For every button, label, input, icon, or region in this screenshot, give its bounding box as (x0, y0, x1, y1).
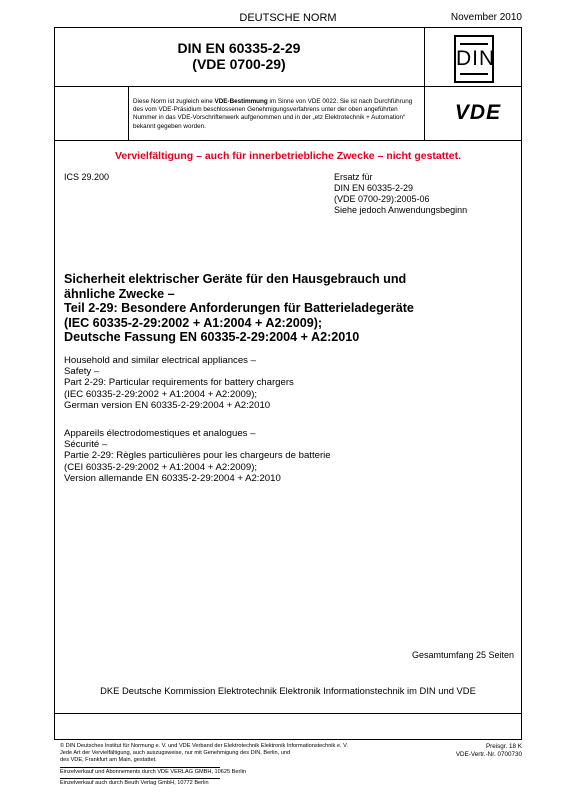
norm-number-block (54, 40, 424, 72)
divider-header (54, 86, 522, 87)
din-logo (454, 35, 494, 83)
sales-line: Einzelverkauf und Abonnements durch VDE VERLAG GMBH, 10625 Berlin (60, 769, 246, 775)
replacement-line: DIN EN 60335-2-29 (334, 183, 414, 193)
title-de-line: Teil 2-29: Besondere Anforderungen für Batterieladegeräte (64, 301, 414, 315)
din-logo-top-bar (460, 43, 488, 45)
title-en-line: German version EN 60335-2-29:2004 + A2:2010 (64, 399, 271, 411)
divider-note-left (128, 86, 129, 140)
reproduction-warning: Vervielfältigung – auch für innerbetriebliche Zwecke – nicht gestattet. (114, 150, 461, 162)
divider-vde (54, 140, 522, 141)
vde-order-number: VDE-Vertr.-Nr. 0700730 (455, 751, 522, 759)
title-de-line: ähnliche Zwecke – (64, 286, 175, 301)
document-type: DEUTSCHE NORM (239, 12, 337, 24)
divider-dke (54, 713, 522, 714)
vde-logo: VDE (454, 101, 502, 124)
title-fr-line: Sécurité – (64, 439, 108, 451)
replacement-line: Siehe jedoch Anwendungsbeginn (334, 205, 468, 215)
title-french (64, 428, 504, 484)
title-fr-line: (CEI 60335-2-29:2002 + A1:2004 + A2:2009); (64, 461, 258, 473)
sales-info-2 (60, 780, 209, 787)
title-english (64, 355, 504, 411)
total-pages: Gesamtumfang 25 Seiten (411, 650, 514, 660)
title-en-line: (IEC 60335-2-29:2002 + A1:2004 + A2:2009); (64, 388, 258, 400)
footer-divider (60, 767, 220, 768)
replacement-info (334, 172, 467, 216)
norm-number: DIN EN 60335-2-29 (177, 40, 301, 56)
divider-logo-column (424, 27, 425, 140)
copyright-line: des VDE, Frankfurt am Main, gestattet. (60, 757, 157, 764)
title-de-line: Deutsche Fassung EN 60335-2-29:2004 + A2:2010 (64, 330, 360, 344)
vde-note-prefix: Diese Norm ist zugleich eine (133, 98, 215, 105)
title-fr-line: Version allemande EN 60335-2-29:2004 + A2:2010 (64, 472, 281, 484)
title-german (64, 272, 484, 345)
title-de-line: Sicherheit elektrischer Geräte für den Hausgebrauch und (64, 272, 407, 286)
price-group: Preisgr. 18 K (485, 743, 522, 750)
copyright-notice (60, 743, 440, 765)
din-logo-text: DIN (456, 47, 496, 70)
sales-info (60, 769, 246, 776)
title-fr-line: Appareils électrodomestiques et analogues – (64, 428, 256, 439)
vde-note-bold: VDE-Bestimmung (214, 98, 268, 105)
title-de-line: (IEC 60335-2-29:2002 + A1:2004 + A2:2009); (64, 315, 323, 330)
vde-note (133, 98, 418, 131)
order-info (456, 743, 522, 759)
replacement-line: Ersatz für (334, 172, 373, 182)
publication-date: November 2010 (450, 12, 522, 23)
title-en-line: Part 2-29: Particular requirements for battery chargers (64, 377, 294, 389)
ics-code: ICS 29.200 (64, 172, 110, 182)
din-logo-bottom-bar (460, 73, 488, 75)
copyright-line: Jede Art der Vervielfältigung, auch auszugsweise, nur mit Genehmigung des DIN, Berlin, und (60, 750, 291, 757)
title-en-line: Safety – (64, 366, 100, 378)
replacement-line: (VDE 0700-29):2005-06 (334, 194, 430, 204)
dke-committee: DKE Deutsche Kommission Elektrotechnik Elektronik Informationstechnik im DIN und VDE (100, 685, 476, 696)
vde-note-suffix: im Sinne von VDE 0022. Sie ist nach Durchführung des vom VDE-Präsidium beschlossenen Genehmigungsverfahrens unter der oben angeführten Nummer in das VDE-Vorschriftenwerk aufgenommen und in der „etz Elektrotechnik + Automation“ bekannt gegeben worden. (133, 98, 413, 130)
vde-number: (VDE 0700-29) (192, 56, 286, 72)
title-fr-line: Partie 2-29: Règles particulières pour les chargeurs de batterie (64, 450, 331, 462)
copyright-line: © DIN Deutsches Institut für Normung e. V. und VDE Verband der Elektrotechnik Elektronik Informationstechnik e. V. (60, 743, 348, 749)
footer-divider (60, 778, 220, 779)
sales-line: Einzelverkauf auch durch Beuth Verlag GmbH, 10772 Berlin (60, 780, 209, 786)
title-en-line: Household and similar electrical appliances – (64, 355, 256, 366)
